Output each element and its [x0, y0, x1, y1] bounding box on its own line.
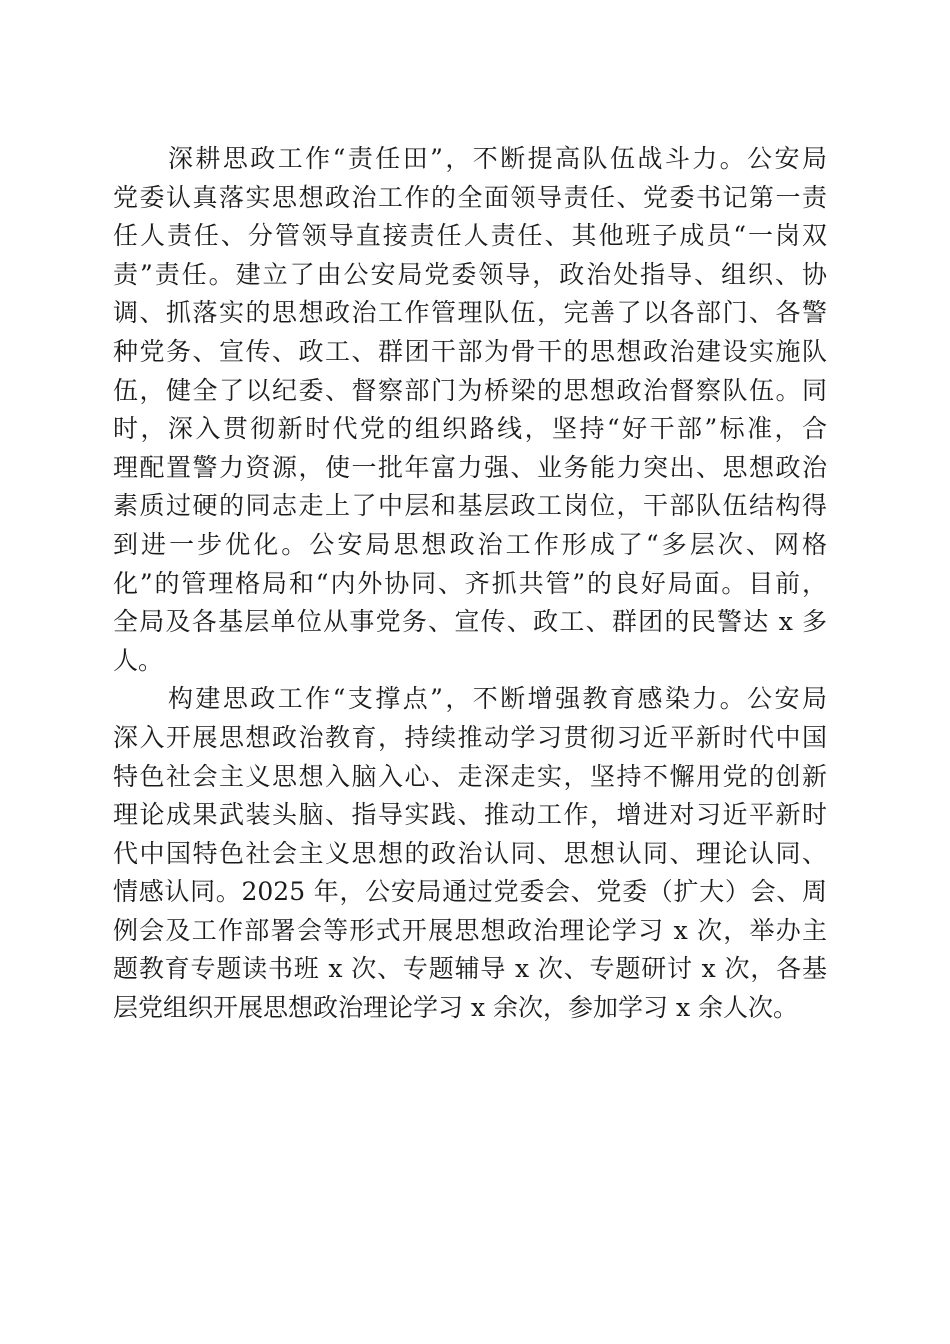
paragraph-1	[113, 140, 827, 680]
paragraph-line: 时，深入贯彻新时代党的组织路线，坚持“好干部”标准，合	[113, 414, 827, 444]
paragraph-line: 调、抓落实的思想政治工作管理队伍，完善了以各部门、各警	[113, 298, 827, 328]
paragraph-line: 例会及工作部署会等形式开展思想政治理论学习 x 次，举办主	[113, 915, 827, 945]
paragraph-line: 层党组织开展思想政治理论学习 x 余次，参加学习 x 余人次。	[113, 993, 798, 1023]
paragraph-line: 素质过硬的同志走上了中层和基层政工岗位，干部队伍结构得	[113, 491, 827, 521]
document-body	[113, 140, 827, 1028]
paragraph-line: 人。	[113, 645, 164, 675]
paragraph-line: 任人责任、分管领导直接责任人责任、其他班子成员“一岗双	[113, 221, 827, 251]
paragraph-line: 党委认真落实思想政治工作的全面领导责任、党委书记第一责	[113, 182, 827, 212]
paragraph-line: 责”责任。建立了由公安局党委领导，政治处指导、组织、协	[113, 259, 827, 289]
paragraph-line: 理论成果武装头脑、指导实践、推动工作，增进对习近平新时	[113, 800, 827, 830]
paragraph-2	[113, 680, 827, 1027]
paragraph-line: 构建思政工作“支撑点”，不断增强教育感染力。公安局	[168, 684, 827, 714]
paragraph-line: 代中国特色社会主义思想的政治认同、思想认同、理论认同、	[113, 838, 827, 868]
paragraph-line: 全局及各基层单位从事党务、宣传、政工、群团的民警达 x 多	[113, 607, 827, 637]
paragraph-line: 到进一步优化。公安局思想政治工作形成了“多层次、网格	[113, 529, 827, 559]
paragraph-line: 深耕思政工作“责任田”，不断提高队伍战斗力。公安局	[168, 144, 827, 173]
paragraph-line: 特色社会主义思想入脑入心、走深走实，坚持不懈用党的创新	[113, 761, 827, 791]
paragraph-line: 情感认同。2025 年，公安局通过党委会、党委（扩大）会、周	[113, 877, 827, 907]
paragraph-line: 理配置警力资源，使一批年富力强、业务能力突出、思想政治	[113, 452, 827, 482]
paragraph-line: 种党务、宣传、政工、群团干部为骨干的思想政治建设实施队	[113, 336, 827, 366]
paragraph-line: 化”的管理格局和“内外协同、齐抓共管”的良好局面。目前，	[113, 568, 827, 598]
paragraph-line: 深入开展思想政治教育，持续推动学习贯彻习近平新时代中国	[113, 722, 827, 752]
paragraph-line: 伍，健全了以纪委、督察部门为桥梁的思想政治督察队伍。同	[113, 375, 827, 405]
paragraph-line: 题教育专题读书班 x 次、专题辅导 x 次、专题研讨 x 次，各基	[113, 954, 827, 984]
